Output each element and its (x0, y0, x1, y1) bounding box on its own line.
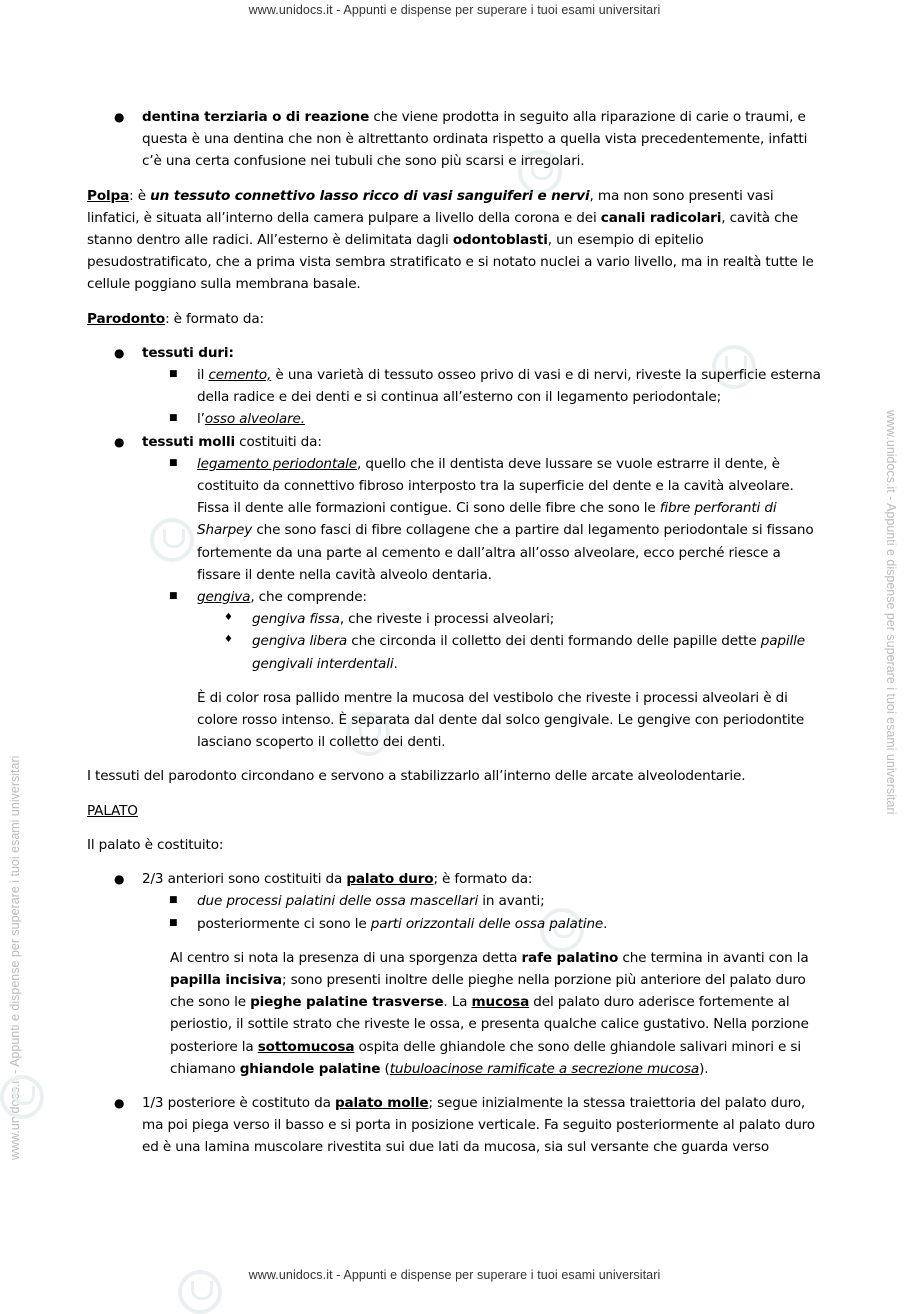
text: che circonda il colletto dei denti formando delle papille dette (347, 633, 761, 650)
parodonto-title: Parodonto (87, 310, 166, 327)
palato-title: PALATO (87, 802, 138, 819)
list-item (87, 890, 827, 912)
text: ospita delle ghiandole che sono delle ghiandole salivari minori e si chiamano (170, 1038, 801, 1077)
term-tubuloacinose: tubuloacinose ramificate a secrezione mucosa (389, 1060, 700, 1077)
text: 1/3 posteriore è costituto da (142, 1094, 335, 1111)
text: del palato duro aderisce fortemente al periostio, il sottile strato che riveste le ossa, e presenta qualche calice gustativo. Nella porzione posteriore la (170, 994, 809, 1055)
text: ; è formato da: (433, 871, 533, 888)
list-item (87, 608, 827, 630)
square-bullet-icon: ■ (169, 917, 178, 928)
term-canali-radicolari: canali radicolari (600, 209, 722, 226)
parodonto-list (87, 342, 827, 675)
text: che termina in avanti con la (618, 949, 809, 966)
page-header (0, 3, 909, 17)
footer-text: www.unidocs.it - Appunti e dispense per superare i tuoi esami universitari (248, 1268, 661, 1282)
text: , ma non sono presenti vasi linfatici, è situata all’interno della camera pulpare a livello della corona e dei (87, 187, 774, 226)
bullet-icon: ● (114, 110, 125, 124)
diamond-bullet-icon: ♦ (224, 612, 233, 624)
palato-molle-list (87, 1092, 827, 1159)
list-item (87, 342, 827, 364)
term-dentina-terziaria: dentina terziaria o di reazione (142, 109, 370, 125)
text: in avanti; (478, 893, 545, 910)
term-fibre-sharpey: fibre perforanti di Sharpey (197, 500, 777, 539)
list-item (87, 1092, 827, 1159)
palato-duro-paragraph (87, 947, 827, 1080)
term-tessuti-molli: tessuti molli (142, 433, 236, 450)
text: il (197, 367, 209, 384)
header-text: www.unidocs.it - Appunti e dispense per superare i tuoi esami universitari (248, 3, 661, 17)
term-tessuti-duri: tessuti duri: (142, 344, 234, 361)
text: , un esempio di epitelio pesudostratificato, che a prima vista sembra stratificato e si notato nuclei a vario livello, ma in realtà tutte le cellule poggiano sulla membrana basale. (87, 232, 814, 293)
list-item (87, 868, 827, 890)
term-processi-palatini: due processi palatini delle ossa mascellari (197, 893, 479, 910)
text: Al centro si nota la presenza di una sporgenza detta (170, 949, 522, 966)
text: ). (699, 1060, 709, 1077)
list-item (87, 630, 827, 674)
text: che viene prodotta in seguito alla riparazione di carie o traumi, e questa è una dentina che non è altrettanto ordinata rispetto a quella vista precedentemente, infatti c’è una certa confusione nei tubuli che sono più scarsi e irregolari. (142, 109, 808, 170)
term-papille: papille gengivali interdentali (252, 633, 805, 672)
square-bullet-icon: ■ (169, 413, 178, 424)
watermark-logo-icon (178, 1270, 222, 1314)
palato-intro: Il palato è costituito: (87, 836, 224, 853)
text: l’ (197, 411, 205, 428)
text: costituiti da: (235, 433, 322, 450)
text: ; segue inizialmente la stessa traiettoria del palato duro, ma poi piega verso il basso e si porta in posizione verticale. Fa seguito posteriormente al palato duro ed è una lamina muscolare rivestita sui due lati da mucosa, sia sul versante che guarda verso (142, 1094, 815, 1156)
palato-list (87, 868, 827, 935)
bullet-icon: ● (114, 872, 125, 887)
text: . (603, 915, 608, 932)
text: , cavità che stanno dentro alle radici. All’esterno è delimitata dagli (87, 209, 799, 249)
term-gengiva-fissa: gengiva fissa (252, 611, 340, 628)
term-gengiva: gengiva (197, 589, 251, 606)
page-footer (0, 1268, 909, 1282)
polpa-paragraph (87, 185, 827, 296)
text: che sono fasci di fibre collagene che a partire dal legamento periodontale si fissano fortemente da una parte al cemento e dall’altra all’osso alveolare, ecco perché riesce a fissare il dente nella cavità alveolo dentaria. (197, 522, 814, 583)
text: . (393, 655, 398, 672)
text: , che riveste i processi alveolari; (339, 611, 555, 628)
term-pieghe-palatine: pieghe palatine trasverse (250, 994, 444, 1011)
term-palato-molle: palato molle (334, 1094, 429, 1111)
text: 2/3 anteriori sono costituiti da (142, 871, 347, 888)
document-body (87, 106, 827, 1159)
square-bullet-icon: ■ (169, 591, 178, 602)
term-osso-alveolare: osso alveolare. (204, 411, 305, 428)
term-parti-orizzontali: parti orizzontali delle ossa palatine (370, 915, 604, 932)
parodonto-heading (87, 308, 827, 330)
text: ; sono presenti inoltre delle pieghe nella porzione più anteriore del palato duro che sono le (170, 971, 806, 1011)
square-bullet-icon: ■ (169, 457, 178, 468)
bullet-icon: ● (114, 434, 125, 449)
term-mucosa: mucosa (471, 994, 530, 1011)
text: . La (443, 994, 472, 1011)
term-palato-duro: palato duro (346, 871, 434, 888)
dentina-list (87, 106, 827, 173)
text: : è (129, 187, 151, 204)
list-item (87, 453, 827, 586)
list-item (87, 913, 827, 935)
term-gengiva-libera: gengiva libera (252, 633, 348, 650)
watermark-logo-icon (0, 1075, 44, 1119)
diamond-bullet-icon: ♦ (224, 634, 233, 646)
parodonto-summary: I tessuti del parodonto circondano e servono a stabilizzarlo all’interno delle arcate alveolodentarie. (87, 768, 746, 785)
text: , quello che il dentista deve lussare se vuole estrarre il dente, è costituito da connettivo fibroso interposto tra la superficie del dente e la cavità alveolare. Fissa il dente alle formazioni contigue. Ci sono delle fibre che sono le (197, 455, 794, 517)
side-watermark-right: www.unidocs.it - Appunti e dispense per superare i tuoi esami universitari (884, 410, 898, 815)
term-odontoblasti: odontoblasti (452, 232, 548, 249)
term-legamento-periodontale: legamento periodontale (197, 455, 358, 472)
list-item (87, 364, 827, 408)
term-papilla-incisiva: papilla incisiva (170, 971, 282, 988)
side-watermark-left: www.unidocs.it - Appunti e dispense per superare i tuoi esami universitari (8, 755, 22, 1160)
text: , che comprende: (250, 589, 367, 606)
text: posteriormente ci sono le (197, 915, 371, 932)
list-item (87, 408, 827, 430)
gengiva-colore-paragraph: È di color rosa pallido mentre la mucosa del vestibolo che riveste i processi alveolari è di colore rosso intenso. È separata dal dente dal solco gengivale. Le gengive con periodontite lasciano scoperto il colletto dei denti. (197, 689, 805, 751)
term-rafe-palatino: rafe palatino (521, 949, 619, 966)
term-cemento: cemento, (208, 367, 272, 384)
list-item (87, 431, 827, 453)
polpa-title: Polpa (87, 187, 130, 204)
text: ( (380, 1060, 390, 1077)
bullet-icon: ● (114, 345, 125, 360)
polpa-definition: un tessuto connettivo lasso ricco di vasi sanguiferi e nervi (150, 187, 590, 204)
list-item (87, 586, 827, 608)
bullet-icon: ● (114, 1095, 125, 1110)
square-bullet-icon: ■ (169, 369, 178, 380)
term-ghiandole-palatine: ghiandole palatine (239, 1060, 381, 1077)
list-item (87, 106, 827, 173)
text: : è formato da: (165, 310, 264, 327)
text: è una varietà di tessuto osseo privo di vasi e di nervi, riveste la superficie esterna della radice e dei denti e si continua all’esterno con il legamento periodontale; (197, 367, 821, 406)
term-sottomucosa: sottomucosa (257, 1038, 355, 1055)
square-bullet-icon: ■ (169, 895, 178, 906)
